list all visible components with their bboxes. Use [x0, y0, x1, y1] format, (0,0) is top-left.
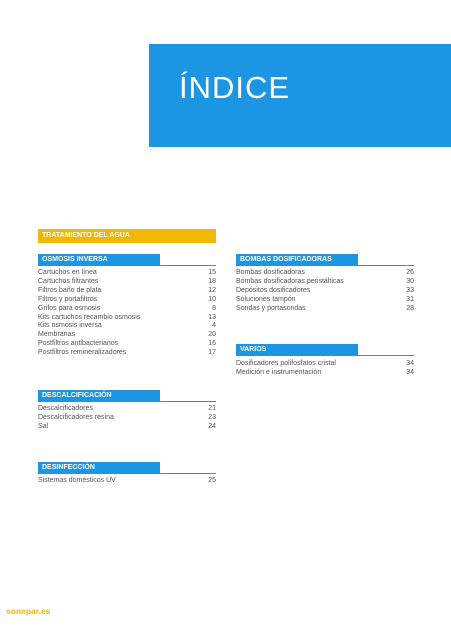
title-banner [149, 44, 451, 147]
index-entry [38, 405, 216, 414]
index-entry [38, 423, 216, 432]
index-entry-label: Medición e instrumentación [236, 368, 322, 376]
index-entry-page: 24 [208, 422, 216, 430]
index-entry [38, 269, 216, 278]
section-osmosis-rule [38, 265, 216, 266]
index-entry-page: 20 [208, 331, 216, 339]
index-entry [38, 477, 216, 486]
index-entry-page: 21 [208, 405, 216, 412]
page-title: ÍNDICE [179, 70, 291, 105]
index-entry-page: 15 [208, 269, 216, 276]
footer-brand: sonepar.es [6, 606, 51, 616]
index-entry-label: Kits cartuchos recambio osmosis [38, 313, 141, 321]
index-entry [38, 349, 216, 358]
index-entry [38, 305, 216, 314]
index-entry-label: Kits osmosis inversa [38, 322, 102, 330]
section-descal-rule [38, 401, 216, 402]
index-entry-page: 28 [406, 304, 414, 312]
section-bombas-rule [236, 265, 414, 266]
index-entry-page: 33 [406, 286, 414, 294]
index-entry-page: 4 [212, 322, 216, 330]
index-entry-label: Bombas dosificadoras [236, 269, 305, 276]
index-entry-label: Postfiltros remineralizadores [38, 349, 127, 357]
index-entry-label: Filtros y portafiltros [38, 295, 98, 303]
section-osmosis-heading: OSMOSIS INVERSA [38, 254, 160, 266]
index-entry [38, 322, 216, 331]
index-entry [236, 296, 414, 305]
index-entry-page: 30 [406, 277, 414, 285]
index-entry-page: 10 [208, 295, 216, 303]
section-osmosis-list [38, 269, 216, 358]
index-entry-page: 8 [212, 304, 216, 312]
section-bombas-heading: BOMBAS DOSIFICADORAS [236, 254, 358, 266]
section-varios-rule [236, 355, 414, 356]
section-descal-heading: DESCALCIFICACIÓN [38, 390, 160, 402]
section-descal-list [38, 405, 216, 432]
index-entry [38, 278, 216, 287]
category-heading: TRATAMIENTO DEL AGUA [38, 229, 216, 243]
index-entry-label: Bombas dosificadoras peristálticas [236, 277, 344, 285]
index-entry-label: Cartuchos en línea [38, 269, 97, 276]
index-entry-page: 31 [406, 295, 414, 303]
index-entry-page: 16 [208, 340, 216, 348]
index-entry-label: Dosificadores polifosfatos cristal [236, 360, 336, 367]
index-entry [38, 414, 216, 423]
section-bombas-list [236, 269, 414, 314]
index-entry [236, 360, 414, 369]
index-entry-page: 12 [208, 286, 216, 294]
index-entry-label: Filtros baño de plata [38, 286, 102, 294]
index-entry [38, 287, 216, 296]
index-entry-label: Sal [38, 422, 49, 430]
index-entry-label: Depósitos dosificadores [236, 286, 311, 294]
section-varios-list [236, 360, 414, 378]
index-entry-page: 34 [406, 360, 414, 367]
index-entry [236, 369, 414, 378]
index-entry-label: Membranas [38, 331, 75, 339]
index-entry-page: 18 [208, 277, 216, 285]
section-varios-heading: VARIOS [236, 344, 358, 356]
index-entry [38, 314, 216, 323]
index-entry-label: Soluciones tampón [236, 295, 296, 303]
index-entry [38, 331, 216, 340]
index-entry-label: Descalcificadores resina [38, 413, 114, 421]
index-entry [236, 278, 414, 287]
index-entry-page: 23 [208, 413, 216, 421]
section-desinf-rule [38, 473, 216, 474]
index-entry-page: 13 [208, 313, 216, 321]
index-entry [38, 296, 216, 305]
section-desinf-heading: DESINFECCIÓN [38, 462, 160, 474]
index-entry [236, 305, 414, 314]
index-entry-label: Postfiltros antibacterianos [38, 340, 119, 348]
index-entry-page: 25 [208, 477, 216, 484]
index-entry [236, 287, 414, 296]
index-entry [38, 340, 216, 349]
index-entry-page: 34 [406, 368, 414, 376]
index-entry-page: 26 [406, 269, 414, 276]
index-entry-label: Descalcificadores [38, 405, 93, 412]
index-entry [236, 269, 414, 278]
index-entry-label: Grifos para osmosis [38, 304, 101, 312]
index-entry-label: Sistemas domésticos UV [38, 477, 116, 484]
section-desinf-list [38, 477, 216, 486]
index-entry-label: Sondas y portasondas [236, 304, 306, 312]
index-entry-page: 17 [208, 349, 216, 357]
index-entry-label: Cartuchos filtrantes [38, 277, 99, 285]
